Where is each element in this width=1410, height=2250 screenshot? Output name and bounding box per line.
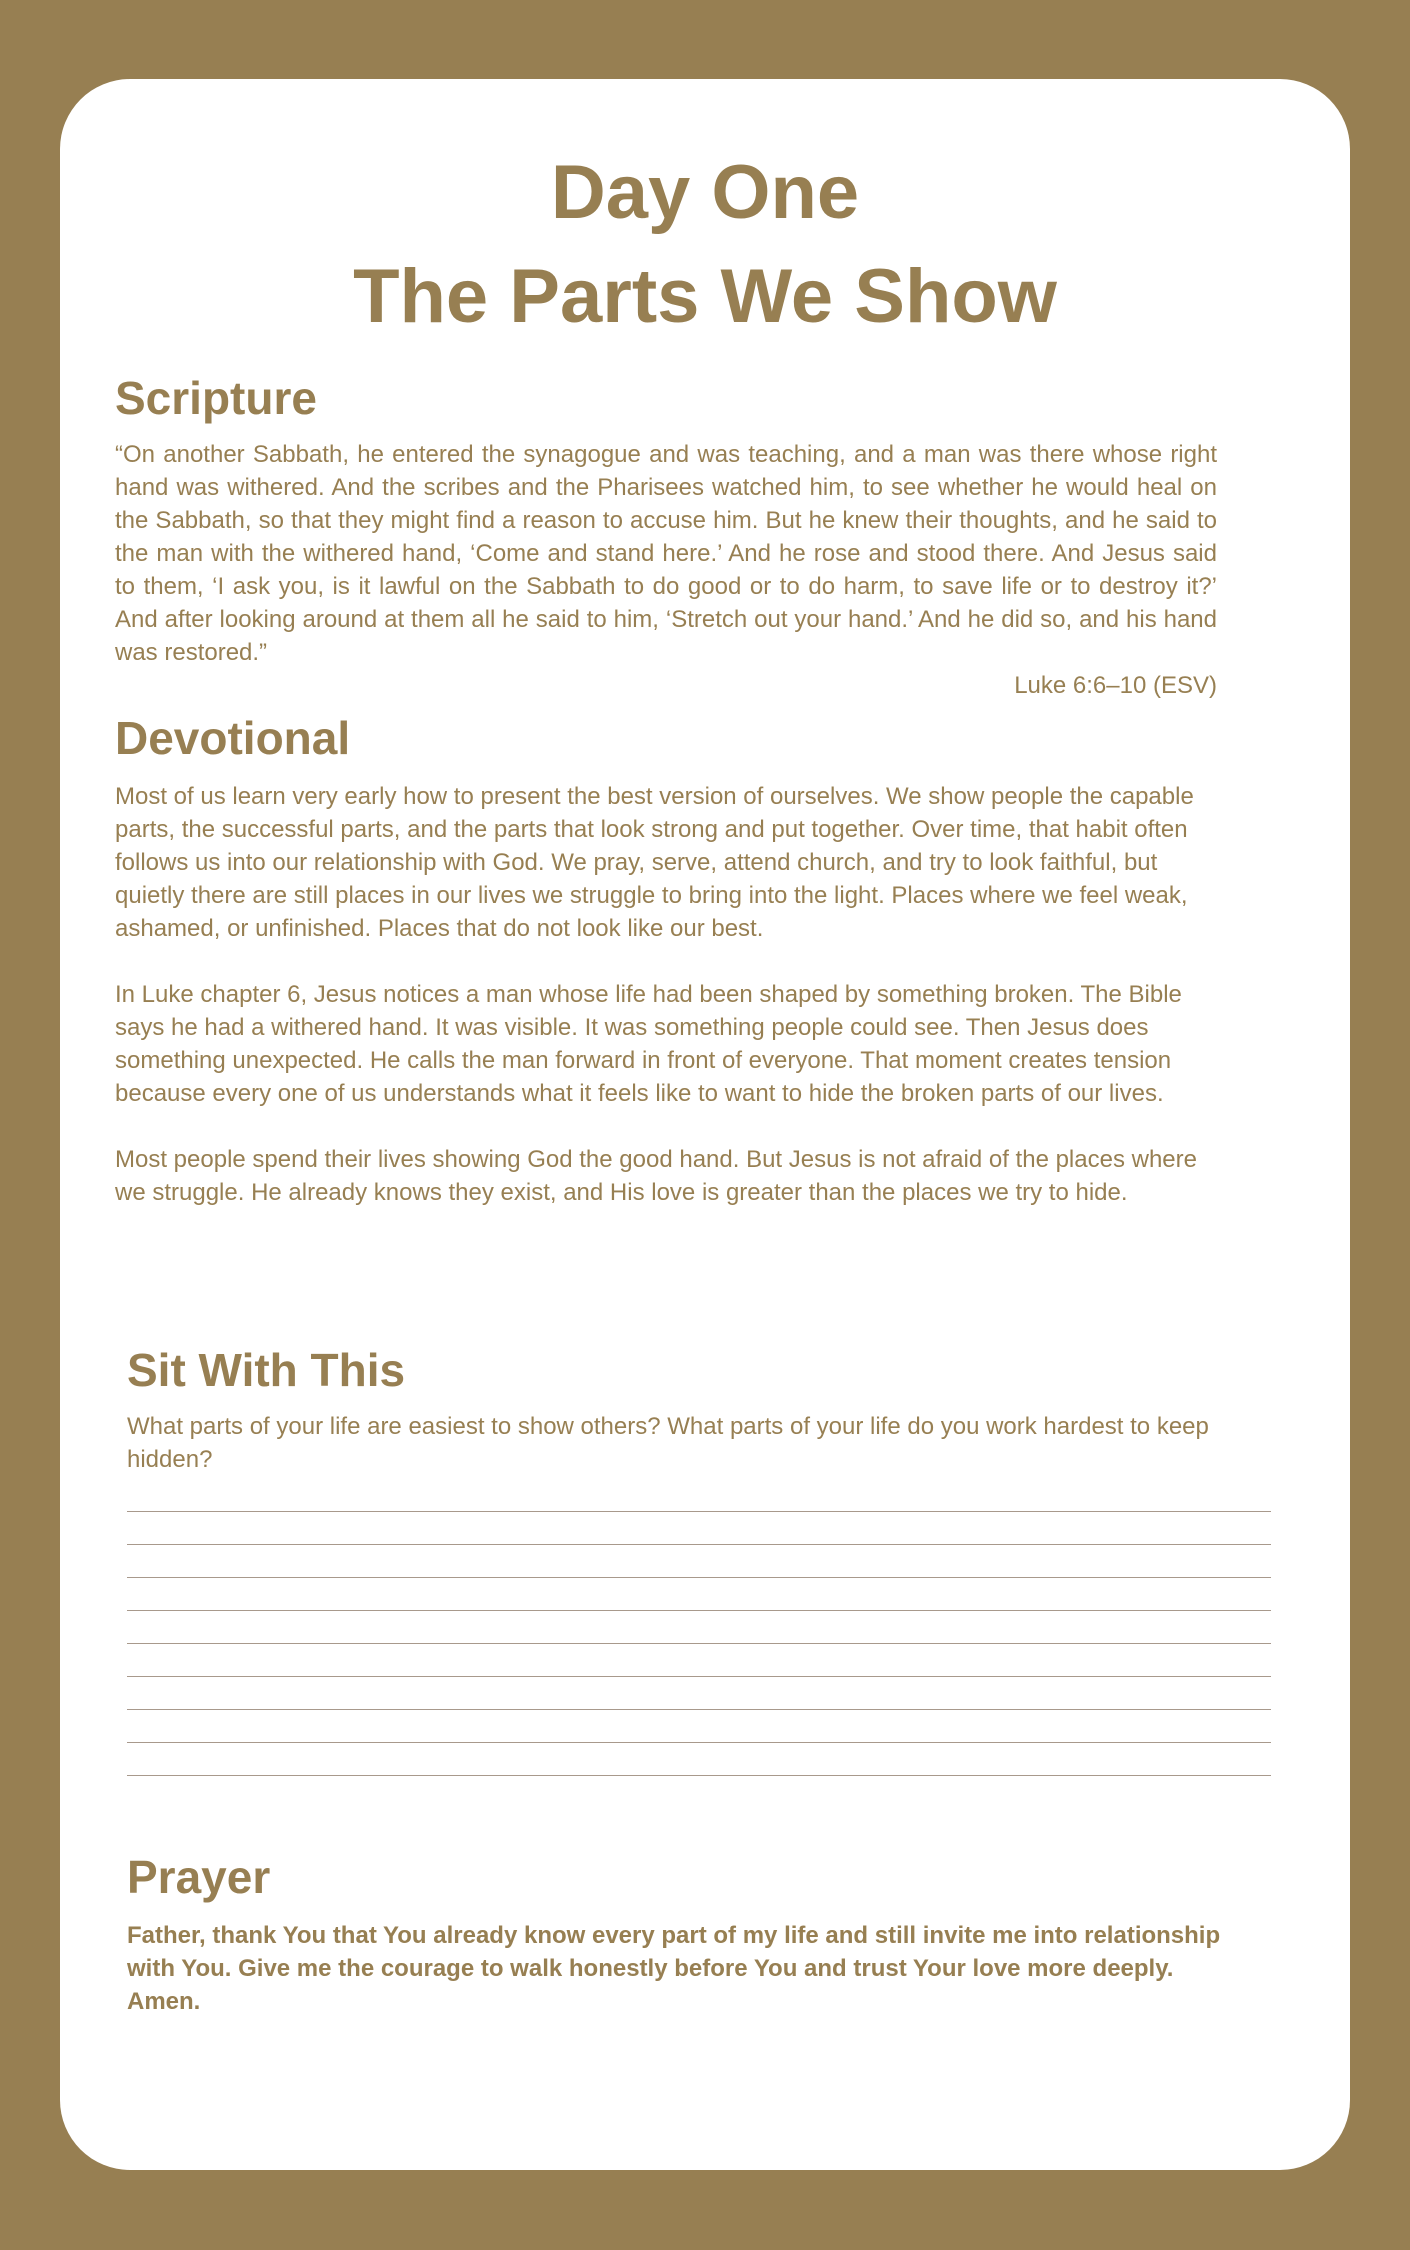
writing-line[interactable] (127, 1677, 1271, 1710)
sit-with-this-section (127, 1342, 1271, 1476)
writing-line[interactable] (127, 1578, 1271, 1611)
reflection-prompt: What parts of your life are easiest to show others? What parts of your life do you work hardest to keep hidden? (127, 1413, 1209, 1473)
day-title: Day One (550, 150, 860, 235)
page-title: The Parts We Show (353, 254, 1057, 339)
writing-line[interactable] (127, 1710, 1271, 1743)
writing-line[interactable] (127, 1644, 1271, 1677)
writing-line[interactable] (127, 1512, 1271, 1545)
scripture-reference: Luke 6:6–10 (ESV) (1014, 672, 1217, 699)
devotional-heading: Devotional (115, 712, 351, 764)
writing-lines[interactable] (127, 1510, 1271, 1776)
page-card (60, 79, 1350, 2170)
scripture-section (115, 370, 1217, 702)
scripture-text: “On another Sabbath, he entered the synagogue and was teaching, and a man was there whose right hand was withered. And the scribes and the Pharisees watched him, to see whether he would heal on the Sabbath, so that they might find a reason to accuse him. But he knew their thoughts, and he said to the man with the withered hand, ‘Come and stand here.’ And he rose and stood there. And Jesus said to them, ‘I ask you, is it lawful on the Sabbath to do good or to do harm, to save life or to destroy it?’ And after looking around at them all he said to him, ‘Stretch out your hand.’ And he did so, and his hand was restored.” (115, 441, 1217, 666)
sit-with-this-heading: Sit With This (127, 1344, 406, 1396)
devotional-paragraph: Most people spend their lives showing God the good hand. But Jesus is not afraid of the places where we struggle. He already knows they exist, and His love is greater than the places we try to hide. (115, 1146, 1197, 1206)
devotional-section (115, 710, 1217, 1209)
writing-line[interactable] (127, 1611, 1271, 1644)
prayer-section (127, 1849, 1247, 2018)
devotional-paragraph: Most of us learn very early how to present the best version of ourselves. We show people the capable parts, the successful parts, and the parts that look strong and put together. Over time, that habit often follows us into our relationship with God. We pray, serve, attend church, and try to look faithful, but quietly there are still places in our lives we struggle to bring into the light. Places where we feel weak, ashamed, or unfinished. Places that do not look like our best. (115, 783, 1194, 942)
scripture-heading: Scripture (115, 372, 317, 424)
prayer-heading: Prayer (127, 1851, 271, 1903)
writing-line[interactable] (127, 1545, 1271, 1578)
devotional-paragraph: In Luke chapter 6, Jesus notices a man whose life had been shaped by something broken. The Bible says he had a withered hand. It was visible. It was something people could see. Then Jesus does something unexpected. He calls the man forward in front of everyone. That moment creates tension because every one of us understands what it feels like to want to hide the broken parts of our lives. (115, 981, 1182, 1107)
prayer-text: Father, thank You that You already know every part of my life and still invite me into relationship with You. Give me the courage to walk honestly before You and trust Your love more deeply. Amen. (127, 1922, 1221, 2015)
title-block (60, 141, 1350, 349)
writing-line[interactable] (127, 1743, 1271, 1776)
